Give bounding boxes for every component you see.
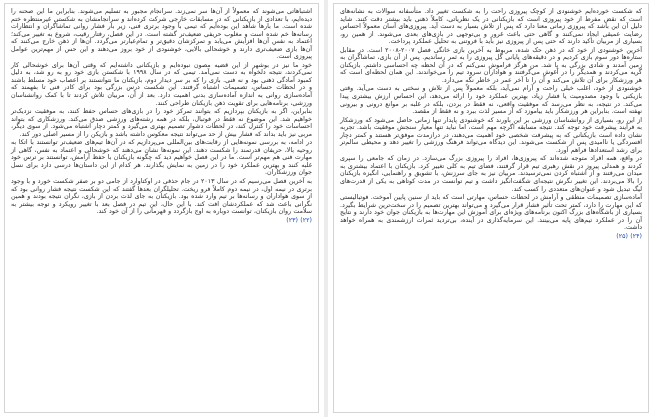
right-paragraph-5: در واقع، همه افراد متوجه شده‌اند که پیروزی‌ها، افراد را پیروزی بزرگ می‌سازد. در زمان که جامعی را سپری کردند و همدلی پیروز در نقش رهبری تیم قرار گرفتند، فضای تیم به کلی تغییر کرد. بازیکنان با اعتماد بیشتری به میدان می‌رفتند و از اشتباه کردن نمی‌ترسیدند. مربیان نیز به جای سرزنش، با تشویق و راهنمایی، انگیزه بازیکنان را بالا می‌بردند. این تغییر نگرش نتیجه‌ای شگفت‌انگیز داشت و تیم توانست در مدت کوتاهی به یکی از قدرت‌های لیگ تبدیل شود و عنوان‌های متعددی را کسب کند.	[340, 155, 642, 193]
right-page	[333, 3, 649, 413]
right-paragraph-1: که شکست خورده‌ایم خوشنودی از کوچک پیروزی راحت را به شکست تغییر داد. متأسفانه سوالات به نشانه‌های است که نقض مفرط از خود پیروزی است که بازیکنانی در یک نظریاتی، کاملاً ذهنی باید بیشتر دقت کنند. شاید دلیل آن این باشد که پیروزی زمانی معنا دارد که پس از تلاش بسیار به دست آید. پیروزی‌های آسان معمولاً احساس رضایت عمیقی ایجاد نمی‌کنند و گاهی حتی باعث غرور و بی‌توجهی در بازی‌های بعدی می‌شوند. از همین رو، بسیاری از مربیان تأکید دارند که حتی پس از پیروزی نیز باید با فروتنی به تحلیل عملکرد پرداخت.	[340, 8, 642, 46]
left-paragraph-4: در ادامه، به بررسی نمونه‌هایی از رقابت‌های بین‌المللی می‌پردازیم که در آن‌ها تیم‌های ضعیف‌تر توانستند با اتکا به روحیه بالا، حریفان قدرتمند را شکست دهند. این نمونه‌ها نشان می‌دهند که خوشحالی و اعتماد به نفس، گاهی از مهارت فنی هم مهم‌تر است. ما در این فصل خواهیم دید که چگونه بازیکنان با حفظ آرامش، توانستند بر ترس خود غلبه کنند و بهترین عملکرد خود را در زمین به نمایش بگذارند. هر کدام از این داستان‌ها درسی دارد برای نسل جوان ورزشکاران.	[11, 139, 312, 177]
right-paragraph-4: از این رو، بسیاری از روانشناسان ورزشی بر این باورند که خوشنودی پایدار تنها زمانی حاصل می‌شود که ورزشکار به فرآیند پیشرفت خود توجه کند. نتیجه مسابقه اگرچه مهم است، اما نباید تنها معیار سنجش موفقیت باشد. تجربه نشان داده است بازیکنانی که به پیشرفت شخصی خود اهمیت می‌دهند، در درازمدت موفق‌تر هستند و کمتر دچار افسردگی یا ناامیدی پس از شکست می‌شوند. این دیدگاه می‌تواند فرهنگ ورزشی را تغییر دهد و محیطی سالم‌تر برای رشد استعدادها فراهم آورد.	[340, 116, 642, 154]
left-paragraph-2: خود ما نیز در بوشهر از این قضیه مصون نبوده‌ایم و بازیکنانی داشته‌ایم که وقتی آن‌ها برای خوشحالی کار نمی‌کردند، نتیجه دلخواه به دست نمی‌آمد. تیمی که در سال ۱۹۹۸ با شکستن بازی خود رو به رو شد، به دلیل کمبود آمادگی ذهنی بود و نه فنی. بازی را که بر سر دیدار دوم، بازیکنان ما نتوانستند بر اعصاب خود مسلط باشند و در لحظات حساس، تصمیمات اشتباه گرفتند. این شکست درس بزرگی بود برای کادر فنی تا بفهمند که آماده‌سازی روانی به اندازه آماده‌سازی بدنی اهمیت دارد. بعد از آن، مربیان تلاش کردند تا با کمک روانشناسان ورزشی، برنامه‌هایی برای تقویت ذهن بازیکنان طراحی کنند.	[11, 61, 312, 107]
left-page	[4, 3, 319, 413]
footnote-ref[interactable]: (۲۴)	[630, 232, 642, 240]
left-footnote-refs	[11, 217, 312, 225]
right-paragraph-6: آماده‌سازی تصمیمات منطقی و آرامش در لحظات حساس، مهارتی است که باید از سنین پایین آموخت. فوتبالیستی که این مهارت را دارد، کمتر تحت تأثیر فشار قرار می‌گیرد و می‌تواند بهترین تصمیم را در سخت‌ترین شرایط بگیرد. بسیاری از باشگاه‌های بزرگ اکنون برنامه‌های ویژه‌ای برای آموزش این مهارت‌ها به بازیکنان جوان خود دارند و نتایج آن را در عملکرد تیم‌های پایه می‌بینند. این سرمایه‌گذاری در آینده، بی‌تردید ثمرات ارزشمندی به همراه خواهد داشت.	[340, 194, 642, 232]
right-paragraph-2: آخرین خوشنودی از خود که در ذهن حک شده، مربوط به آخرین بازی خانگی فصل ۲۰۰۷-۲۰۰۸ است. در مقابل ستاره‌ها دور سوم بازی کردیم و در دقیقه‌های پایانی گل پیروزی را به ثمر رساندیم. پس از آن بازی، تماشاگران به زمین آمدند و شادی بزرگی به پا شد. من هرگز فراموش نمی‌کنم که در آن لحظه چه احساسی داشتم. بازیکنان گریه می‌کردند و همدیگر را در آغوش می‌گرفتند و هواداران سرود تیم را می‌خواندند. این همان لحظه‌ای است که هر ورزشکار برای آن تلاش می‌کند و آن را تا آخر عمر در خاطر نگه می‌دارد.	[340, 46, 642, 84]
footnote-ref[interactable]: (۲۳)	[286, 216, 298, 224]
right-footnote-refs	[340, 233, 642, 241]
left-paragraph-1: اشتباهاتی می‌شوند که معمولاً از آن‌ها سر نمی‌زند. سرانجام مجبور به تسلیم می‌شوند. بنابراین ما این صحنه را دیده‌ایم، با تعدادی از بازیکنانی که در مسابقات خارجی شرکت کرده‌اند و سرانجامشان به شکستی غیرمنتظره ختم شده است. ما بارها شاهد این بوده‌ایم که تیمی با وجود برتری فنی، زیر بار فشار روانی تماشاگران و انتظارات رسانه‌ها خم شده است و مغلوب حریفی ضعیف‌تر گشته است. در این فصل، رفتار رقیب، شروع به تغییر می‌کند؛ اعتماد به نفس آن‌ها افزایش می‌یابد و تمرکزشان دقیق‌تر و تمام‌عیارتر می‌گردد. آن‌ها از ذهن خارج می‌کنند که آن‌ها بازی ضعیف‌تری دارند و خوشحالی بالایی، خوشنودی از خود بروز می‌دهند و این حس از مهم‌ترین عوامل پیروزی است.	[11, 8, 312, 61]
footnote-ref[interactable]: (۲۵)	[616, 232, 628, 240]
left-paragraph-3: بنابراین، اگر به بازیکنان بپردازیم که بتوانند تمرکز خود را در بازی‌های حساس حفظ کنند، به موفقیت نزدیک‌تر خواهیم شد. این موضوع نه فقط در فوتبال، بلکه در همه رشته‌های ورزشی صدق می‌کند. ورزشکاری که بتواند احساسات خود را کنترل کند، در لحظات دشوار تصمیم بهتری می‌گیرد و کمتر دچار اشتباه می‌شود. از سوی دیگر، مربی نیز باید بداند که فشار بیش از حد می‌تواند نتیجه معکوس داشته باشد و بازیکن را از مسیر اصلی دور کند.	[11, 108, 312, 138]
footnote-ref[interactable]: (۲۲)	[300, 216, 312, 224]
left-paragraph-5: به آخرین فصل می‌رسیم که در سال ۲۰۱۳ در جام حذفی در اوکتاوارد از جامی دو بر صفر شکست خورد و با وجود برتری در نیمه اول، در نیمه دوم کاملاً فرو ریخت. تحلیلگران بعدها گفتند که این شکست نتیجه فشار روانی بود که از سوی هواداران و رسانه‌ها بر تیم وارد شده بود. بازیکنان به جای لذت بردن از بازی، نگران نتیجه بودند و همین نگرانی باعث شد که عملکردشان افت کند. با این حال، این تیم در فصل بعد با تغییر رویکرد و توجه بیشتر به سلامت روان بازیکنان، توانست دوباره به اوج بازگردد و قهرمانی را از آن خود کند.	[11, 178, 312, 216]
page-gutter	[324, 0, 328, 417]
right-paragraph-3: خوشنودی از خود، اغلب خیلی راحت و آرام نمی‌آید، بلکه معمولاً پس از تلاش و سختی به دست می‌آید. وقتی بازیکنی با وجود مصدومیت یا فشار زیاد، بهترین عملکرد خود را ارائه می‌دهد، این احساس ارزش بیشتری پیدا می‌کند. در نتیجه، به نظر می‌رسد که موفقیت واقعی، نه فقط در بردن، بلکه در غلبه بر موانع درونی و بیرونی نهفته است. بنابراین هر ورزشکار باید بیاموزد که از مسیر لذت ببرد و نه فقط از مقصد.	[340, 85, 642, 116]
